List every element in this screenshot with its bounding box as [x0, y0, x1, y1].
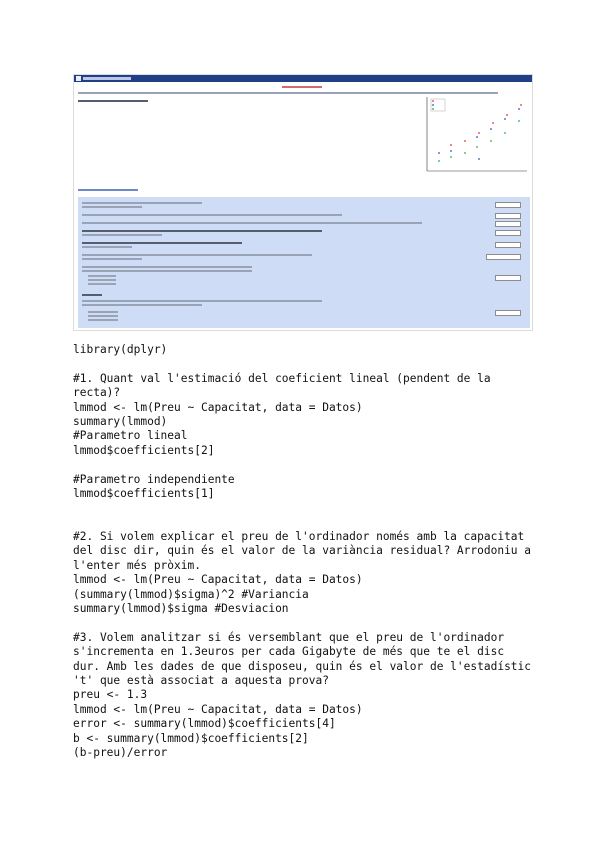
quiz-question-2: [82, 214, 342, 216]
quiz-section-label: [82, 294, 102, 296]
code-line: l'enter més pròxim.: [73, 558, 201, 572]
quiz-question-7-sub: [82, 270, 252, 272]
quiz-question-1: [82, 202, 202, 204]
quiz-question-4-sub: [82, 234, 162, 236]
quiz-question-5: [82, 242, 242, 244]
code-line: summary(lmmod): [73, 414, 168, 428]
quiz-option-c[interactable]: [88, 283, 116, 285]
code-line: [73, 616, 543, 630]
blurred-subheading: [78, 100, 148, 102]
quiz-question-3: [82, 222, 422, 224]
code-line: lmmod$coefficients[1]: [73, 486, 215, 500]
code-line: lmmod <- lm(Preu ~ Capacitat, data = Datos): [73, 400, 363, 414]
code-line: #Parametro independiente: [73, 472, 235, 486]
answer-input-5[interactable]: [495, 242, 521, 248]
code-line: del disc dir, quin és el valor de la variància residual? Arrodoniu a: [73, 544, 532, 558]
code-line: error <- summary(lmmod)$coefficients[4]: [73, 717, 336, 731]
code-line: #Parametro lineal: [73, 429, 188, 443]
quiz-question-6-sub: [82, 258, 142, 260]
quiz-question-1-sub: [82, 206, 142, 208]
code-line: lmmod <- lm(Preu ~ Capacitat, data = Datos): [73, 573, 363, 587]
answer-input-8[interactable]: [495, 310, 521, 316]
code-line: s'incrementa en 1.3euros per cada Gigabyte de més que te el disc: [73, 645, 505, 659]
answer-input-7[interactable]: [495, 275, 521, 281]
screenshot-titlebar: [74, 75, 532, 82]
code-line: 't' que està associat a aquesta prova?: [73, 673, 329, 687]
quiz-panel: [78, 197, 530, 328]
code-line: [73, 458, 543, 472]
scatter-points: [438, 104, 522, 162]
code-line: #2. Si volem explicar el preu de l'ordinador només amb la capacitat: [73, 530, 525, 544]
quiz-question-6: [82, 254, 312, 256]
code-line: [73, 516, 543, 530]
blurred-heading: [282, 86, 322, 88]
app-icon: [76, 76, 81, 81]
answer-input-4[interactable]: [495, 230, 521, 236]
answer-input-6[interactable]: [486, 254, 521, 260]
mini-scatter-plot: [419, 93, 531, 183]
quiz-question-7: [82, 266, 252, 268]
quiz-option-8a[interactable]: [88, 311, 118, 313]
code-line: recta)?: [73, 386, 121, 400]
code-line: (summary(lmmod)$sigma)^2 #Variancia: [73, 587, 309, 601]
quiz-question-8-sub: [82, 304, 202, 306]
code-line: dur. Amb les dades de que disposeu, quin és el valor de l'estadístic: [73, 659, 532, 673]
quiz-question-5-sub: [82, 246, 132, 248]
code-line: preu <- 1.3: [73, 688, 148, 702]
code-line: [73, 501, 543, 515]
answer-input-3[interactable]: [495, 221, 521, 227]
code-line: summary(lmmod)$sigma #Desviacion: [73, 602, 289, 616]
quiz-question-8: [82, 300, 322, 302]
quiz-option-8b[interactable]: [88, 315, 118, 317]
quiz-question-4: [82, 230, 322, 232]
r-code-block: [73, 343, 543, 760]
code-line: (b-preu)/error: [73, 745, 168, 759]
quiz-option-8c[interactable]: [88, 319, 118, 321]
answer-input-2[interactable]: [495, 213, 521, 219]
code-line: #3. Volem analitzar si és versemblant que el preu de l'ordinador: [73, 630, 505, 644]
quiz-option-a[interactable]: [88, 275, 116, 277]
code-line: b <- summary(lmmod)$coefficients[2]: [73, 731, 309, 745]
answer-input-1[interactable]: [495, 202, 521, 208]
code-line: lmmod$coefficients[2]: [73, 443, 215, 457]
code-line: library(dplyr): [73, 343, 168, 356]
quiz-option-b[interactable]: [88, 279, 116, 281]
blurred-link[interactable]: [78, 189, 138, 191]
code-line: [73, 357, 543, 371]
code-line: #1. Quant val l'estimació del coeficient lineal (pendent de la: [73, 371, 491, 385]
embedded-screenshot: [73, 74, 533, 331]
titlebar-text-blur: [83, 77, 131, 80]
code-line: lmmod <- lm(Preu ~ Capacitat, data = Datos): [73, 702, 363, 716]
